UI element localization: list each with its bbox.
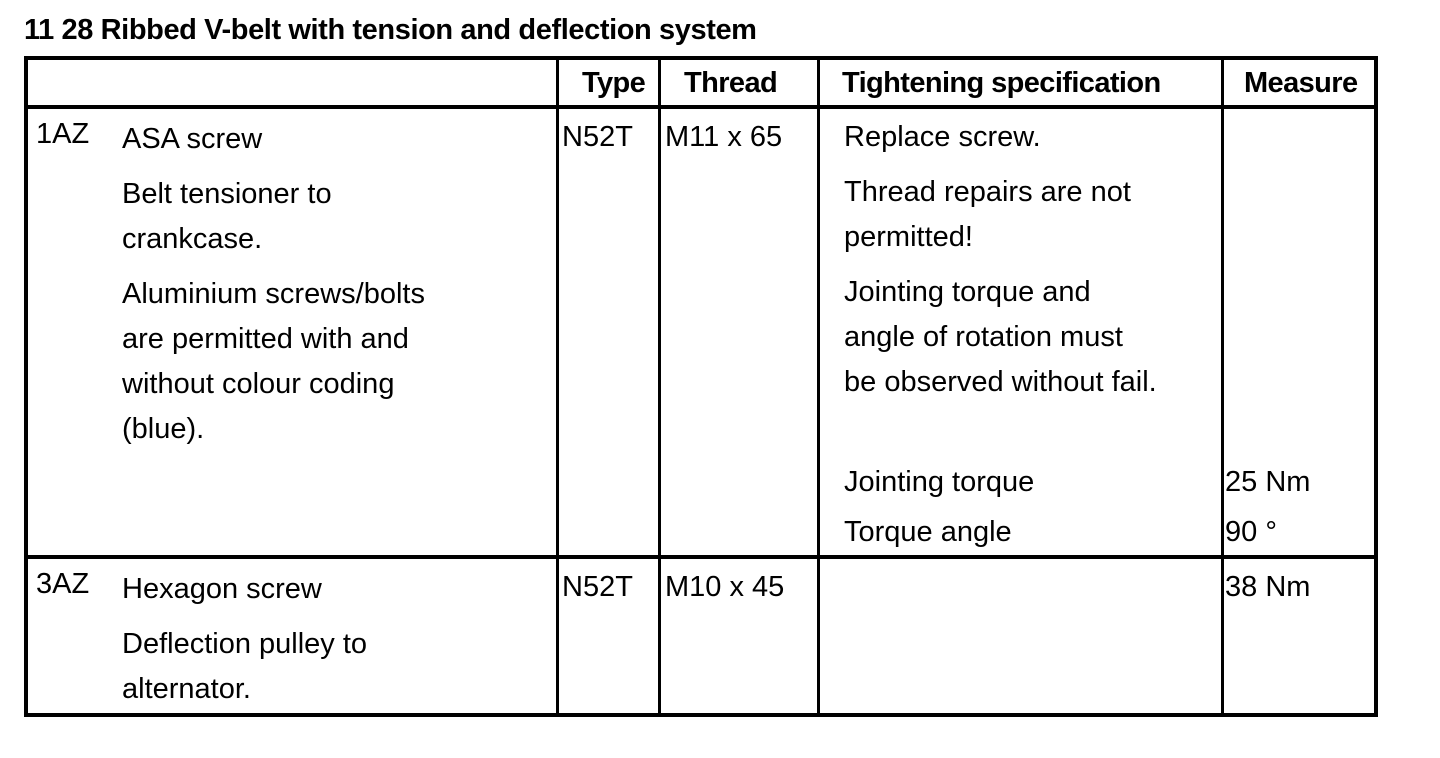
type-value: N52T	[562, 121, 633, 153]
spec-text: Jointing torque and	[844, 276, 1091, 308]
part-description: alternator.	[122, 673, 251, 705]
row-code: 3AZ	[36, 568, 90, 600]
part-description: Belt tensioner to	[122, 178, 332, 210]
header-type: Type	[582, 67, 646, 99]
spec-text: permitted!	[844, 221, 973, 253]
spec-label: Torque angle	[844, 516, 1012, 548]
header-thread: Thread	[684, 67, 778, 99]
spec-table	[24, 56, 1378, 717]
part-note: are permitted with and	[122, 323, 409, 355]
spec-text: Thread repairs are not	[844, 176, 1131, 208]
spec-text: Replace screw.	[844, 121, 1041, 153]
part-note: (blue).	[122, 413, 205, 445]
page-title: 11 28 Ribbed V-belt with tension and deflection system	[24, 14, 757, 46]
type-value: N52T	[562, 571, 633, 603]
row-code: 1AZ	[36, 118, 90, 150]
part-description: Deflection pulley to	[122, 628, 368, 660]
part-name: Hexagon screw	[122, 573, 322, 605]
spec-label: Jointing torque	[844, 466, 1035, 498]
column-divider	[817, 60, 820, 713]
spec-text: angle of rotation must	[844, 321, 1123, 353]
part-name: ASA screw	[122, 123, 263, 155]
header-tightening-specification: Tightening specification	[842, 67, 1161, 99]
spec-text: be observed without fail.	[844, 366, 1157, 398]
row-divider	[28, 555, 1374, 559]
part-note: without colour coding	[122, 368, 395, 400]
column-divider	[556, 60, 559, 713]
part-note: Aluminium screws/bolts	[122, 278, 425, 310]
measure-value: 90 °	[1225, 516, 1277, 548]
column-divider	[658, 60, 661, 713]
header-measure: Measure	[1244, 67, 1358, 99]
thread-value: M10 x 45	[665, 571, 785, 603]
measure-value: 25 Nm	[1225, 466, 1311, 498]
column-divider	[1221, 60, 1224, 713]
thread-value: M11 x 65	[665, 121, 783, 153]
measure-value: 38 Nm	[1225, 571, 1311, 603]
part-description: crankcase.	[122, 223, 263, 255]
